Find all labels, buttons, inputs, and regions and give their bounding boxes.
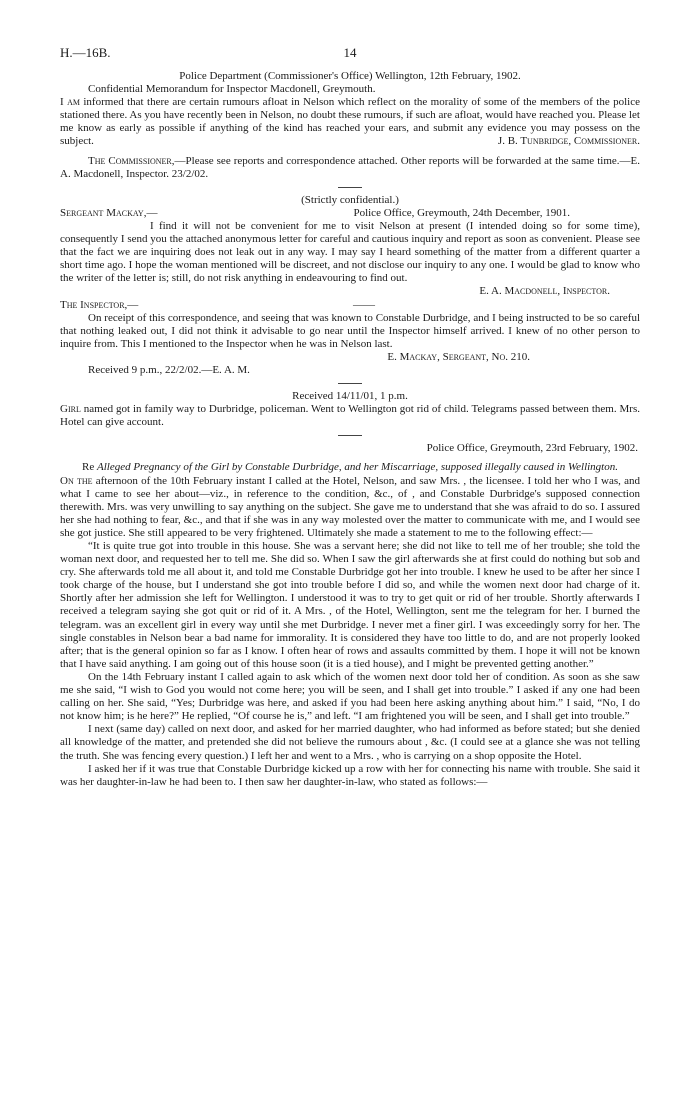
letter1-header [60, 207, 640, 220]
section-divider [338, 435, 362, 436]
report-subject [60, 461, 640, 474]
document-reference: H.—16B. [60, 45, 111, 60]
report-para-2: “It is quite true got into trouble in this house. She was a servant here; she did not like to tell me of her trouble; she told the woman next door, and requested her to tell me. She did so. When I saw the girl afterwards she at first could do nothing but sob and cry. She afterwards told me all about it, and told me Constable Durbridge got her into trouble. I knew he used to be after her since I took charge of the house, but I understand she got into trouble before I did so, and while the women next door had charge of it. Shortly after her admission she left for Wellington. I understood it was to try to get quit or rid of her trouble. Shortly afterwards I received a telegram saying she got quit or rid of it. A Mrs. , of the Hotel, Wellington, sent me the telegram for her. I burned the telegram. was an excellent girl in every way until she met Durbridge. I never met a finer girl. I was exceedingly sorry for her. The single constables in Nelson bear a bad name for immorality. It is considered they have too little to do, and are not properly looked after; that is the general opinion so far as I know. I often hear of rows and assaults committed by them. I hope it will not be known that I have said anything. I am going out of this house soon (it is a tied house), and I might be prevented getting another.” [60, 540, 640, 670]
letter1-place-date: Police Office, Greymouth, 24th December, 1901. [353, 206, 570, 219]
memo-text: informed that there are certain rumours afloat in Nelson which reflect on the morality of some of the members of the police stationed there. As you have recently been in Nelson, no doubt these rumours, if such are afloat, would have reached you. Please let me know as early as possible if anything of the kind has reached your ears, and submit any evidence you may possess on the subject. [60, 96, 640, 148]
memo-lead: I am [60, 96, 80, 109]
anon-received: Received 14/11/01, 1 p.m. [292, 390, 408, 403]
report-re: Re [82, 461, 97, 474]
anon-lead: Girl [60, 403, 81, 416]
report-para-1-text: afternoon of the 10th February instant I called at the Hotel, Nelson, and saw Mrs. , the licensee. I told her who I was, and what I came to see her about—viz., in reference to the condition, &c., of , and Constable Durbridge's supposed connection therewith. Mrs. was very unwilling to say anything on the subject. She gave me to understand that she was afraid to do so. I assured her she had nothing to fear, &c., and that if she was in any way molested over the matter to communicate with me, and I would see she got justice. She still appeared to be very frightened. Ultimately she made a statement to me to the following effect:— [60, 474, 640, 539]
report-lead: On the [60, 474, 93, 487]
memo-heading: Police Department (Commissioner's Office) Wellington, 12th February, 1902. [179, 70, 521, 82]
report-place-date: Police Office, Greymouth, 23rd February, 1902. [426, 442, 638, 455]
memo-title: Confidential Memorandum for Inspector Macdonell, Greymouth. [88, 83, 376, 96]
section-divider [338, 187, 362, 188]
reply-header [60, 299, 640, 312]
letter1-label: (Strictly confidential.) [301, 193, 399, 206]
page-number: 14 [343, 45, 357, 60]
reply-received: Received 9 p.m., 22/2/02.—E. A. M. [88, 363, 250, 376]
reply-addressee: The Inspector,— [60, 298, 139, 311]
report-para-3: On the 14th February instant I called again to ask which of the women next door told her of condition. As soon as she saw me she said, “I wish to God you would not come here; you will be seen, and I shall get into trouble.” I asked if any one had been calling on her. She said, “Yes; Durbridge was here, and asked if you had been here asking anything about him.” I said, “No, I do not know him; is he here?” He replied, “Of course he is,” and left. “I am frightened you will be seen, and I shall get into trouble.” [60, 670, 640, 723]
anon-text: named got in family way to Durbridge, policeman. Went to Wellington got rid of child. Telegrams passed between them. Mrs. Hotel can give account. [60, 403, 640, 429]
letter1-body: I find it will not be convenient for me to visit Nelson at present (I intended doing so for some time), consequently I send you the attached anonymous letter for careful and cautious inquiry and report as soon as convenient. Please see that the fact we are inquiring does not leak out in any way. I may say I heard something of the matter from a different quarter a short time ago. I hope the woman mentioned will be discreet, and not disclose our inquiry to any one. I would be glad to know who the writer of the letter is; still, do not risk anything in endeavouring to find out. [60, 219, 640, 285]
report-para-5: I asked her if it was true that Constable Durbridge kicked up a row with her for connecting his name with trouble. She said it was her daughter-in-law he had been to. I then saw her daughter-in-law, who stated as follows:— [60, 762, 640, 788]
page-header [60, 40, 640, 70]
report-para-4: I next (same day) called on next door, and asked for her married daughter, who had informed as before stated; but she denied all knowledge of the matter, and pretended she did not believe the rumours about , &c. (I could see at a glance she was not telling the truth. She was fencing every question.) I left her and went to a Mrs. , who is carrying on a shop opposite the Hotel. [60, 723, 640, 762]
letter1-signature: E. A. Macdonell, Inspector. [479, 285, 610, 298]
section-divider [338, 383, 362, 384]
report-para-1 [60, 475, 640, 540]
memo-signature: J. B. Tunbridge, Commissioner. [497, 135, 640, 148]
reply-body: On receipt of this correspondence, and seeing that was known to Constable Durbridge, and I being instructed to be so careful that nothing leaked out, I did not think it advisable to go near until the Inspector himself arrived. I knew of no other person to inquire from. This I mentioned to the Inspector when he was in Nelson last. [60, 311, 640, 350]
commissioner-lead: The Commissioner, [88, 154, 175, 167]
memo-body [60, 96, 640, 148]
reply-signature: E. Mackay, Sergeant, No. 210. [387, 350, 530, 363]
reply-divider: —— [353, 298, 375, 311]
anon-letter [60, 403, 640, 429]
commissioner-minute [60, 155, 640, 181]
report-subject-text: Alleged Pregnancy of the Girl by Constable Durbridge, and her Miscarriage, supposed illegally caused in Wellington. [96, 461, 618, 474]
commissioner-text: —Please see reports and correspondence attached. Other reports will be forwarded at the same time.—E. A. Macdonell, Inspector. 23/2/02. [60, 154, 640, 180]
letter1-addressee: Sergeant Mackay,— [60, 206, 158, 219]
